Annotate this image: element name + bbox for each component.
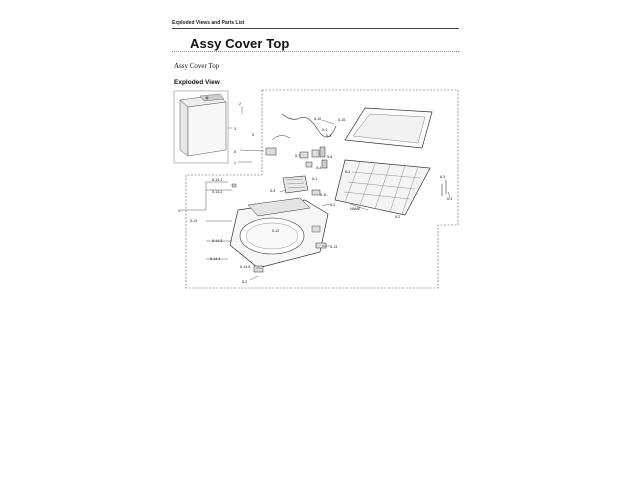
exploded-view-label: Exploded View [174, 79, 220, 86]
callout-5-10: 5-10 [314, 117, 322, 121]
spring-part [442, 180, 446, 196]
callout-5-11: 5-11 [320, 193, 327, 197]
callout-5-14-5: 5-14-5 [240, 265, 251, 269]
callout-5: 5 [252, 133, 254, 137]
callout-5-4: 5-4 [316, 166, 322, 170]
callout-3: 3 [234, 127, 236, 131]
callout-5-3: 5-3 [326, 134, 332, 138]
control-box [283, 176, 308, 193]
callout-5-14-3: 5-14-3 [212, 239, 223, 243]
callout-6: 6 [234, 150, 236, 154]
callout-5-7: 5-7 [295, 154, 301, 158]
callout-6-4: 6-4 [447, 197, 453, 201]
damper-part [316, 243, 326, 248]
callout-4: 4 [178, 209, 180, 213]
callout-5-14-2: 5-14-2 [212, 190, 223, 194]
bracket-part [266, 148, 276, 155]
washer-thumbnail [174, 91, 228, 163]
callout-5-9: 5-9 [270, 189, 276, 193]
callout-6-1: 6-1 [345, 170, 351, 174]
callout-5-1b: 5-1 [312, 177, 318, 181]
screw-part [232, 184, 236, 187]
cover-top-body [230, 198, 328, 268]
callout-5-14: 5-14 [190, 219, 198, 223]
page-subtitle: Assy Cover Top [174, 62, 220, 70]
section-header: Exploded Views and Parts List [172, 20, 459, 29]
callout-name: NAME [350, 207, 361, 211]
sensor-part [254, 266, 263, 272]
clip-part [312, 190, 320, 195]
callout-5-8: 5-8 [327, 155, 333, 159]
callout-5-12: 5-12 [272, 229, 280, 233]
callout-2: 2 [239, 102, 241, 106]
hinge-parts [300, 147, 327, 168]
glass-lid [345, 108, 432, 148]
callout-5-6: 5-2 [330, 203, 336, 207]
callout-6-2: 6-2 [395, 215, 401, 219]
callout-5-2: 5-2 [242, 280, 248, 284]
callout-1: 1 [234, 161, 236, 165]
callout-5-14-1: 5-14-1 [212, 178, 223, 182]
callout-6-3: 6-3 [440, 175, 446, 179]
callout-5-13: 5-13 [330, 245, 338, 249]
page-title: Assy Cover Top [190, 36, 290, 51]
callout-5-15: 5-15 [338, 118, 346, 122]
callout-5-1: 5-1 [322, 128, 328, 132]
callout-5-14-4: 5-14-4 [210, 257, 221, 261]
